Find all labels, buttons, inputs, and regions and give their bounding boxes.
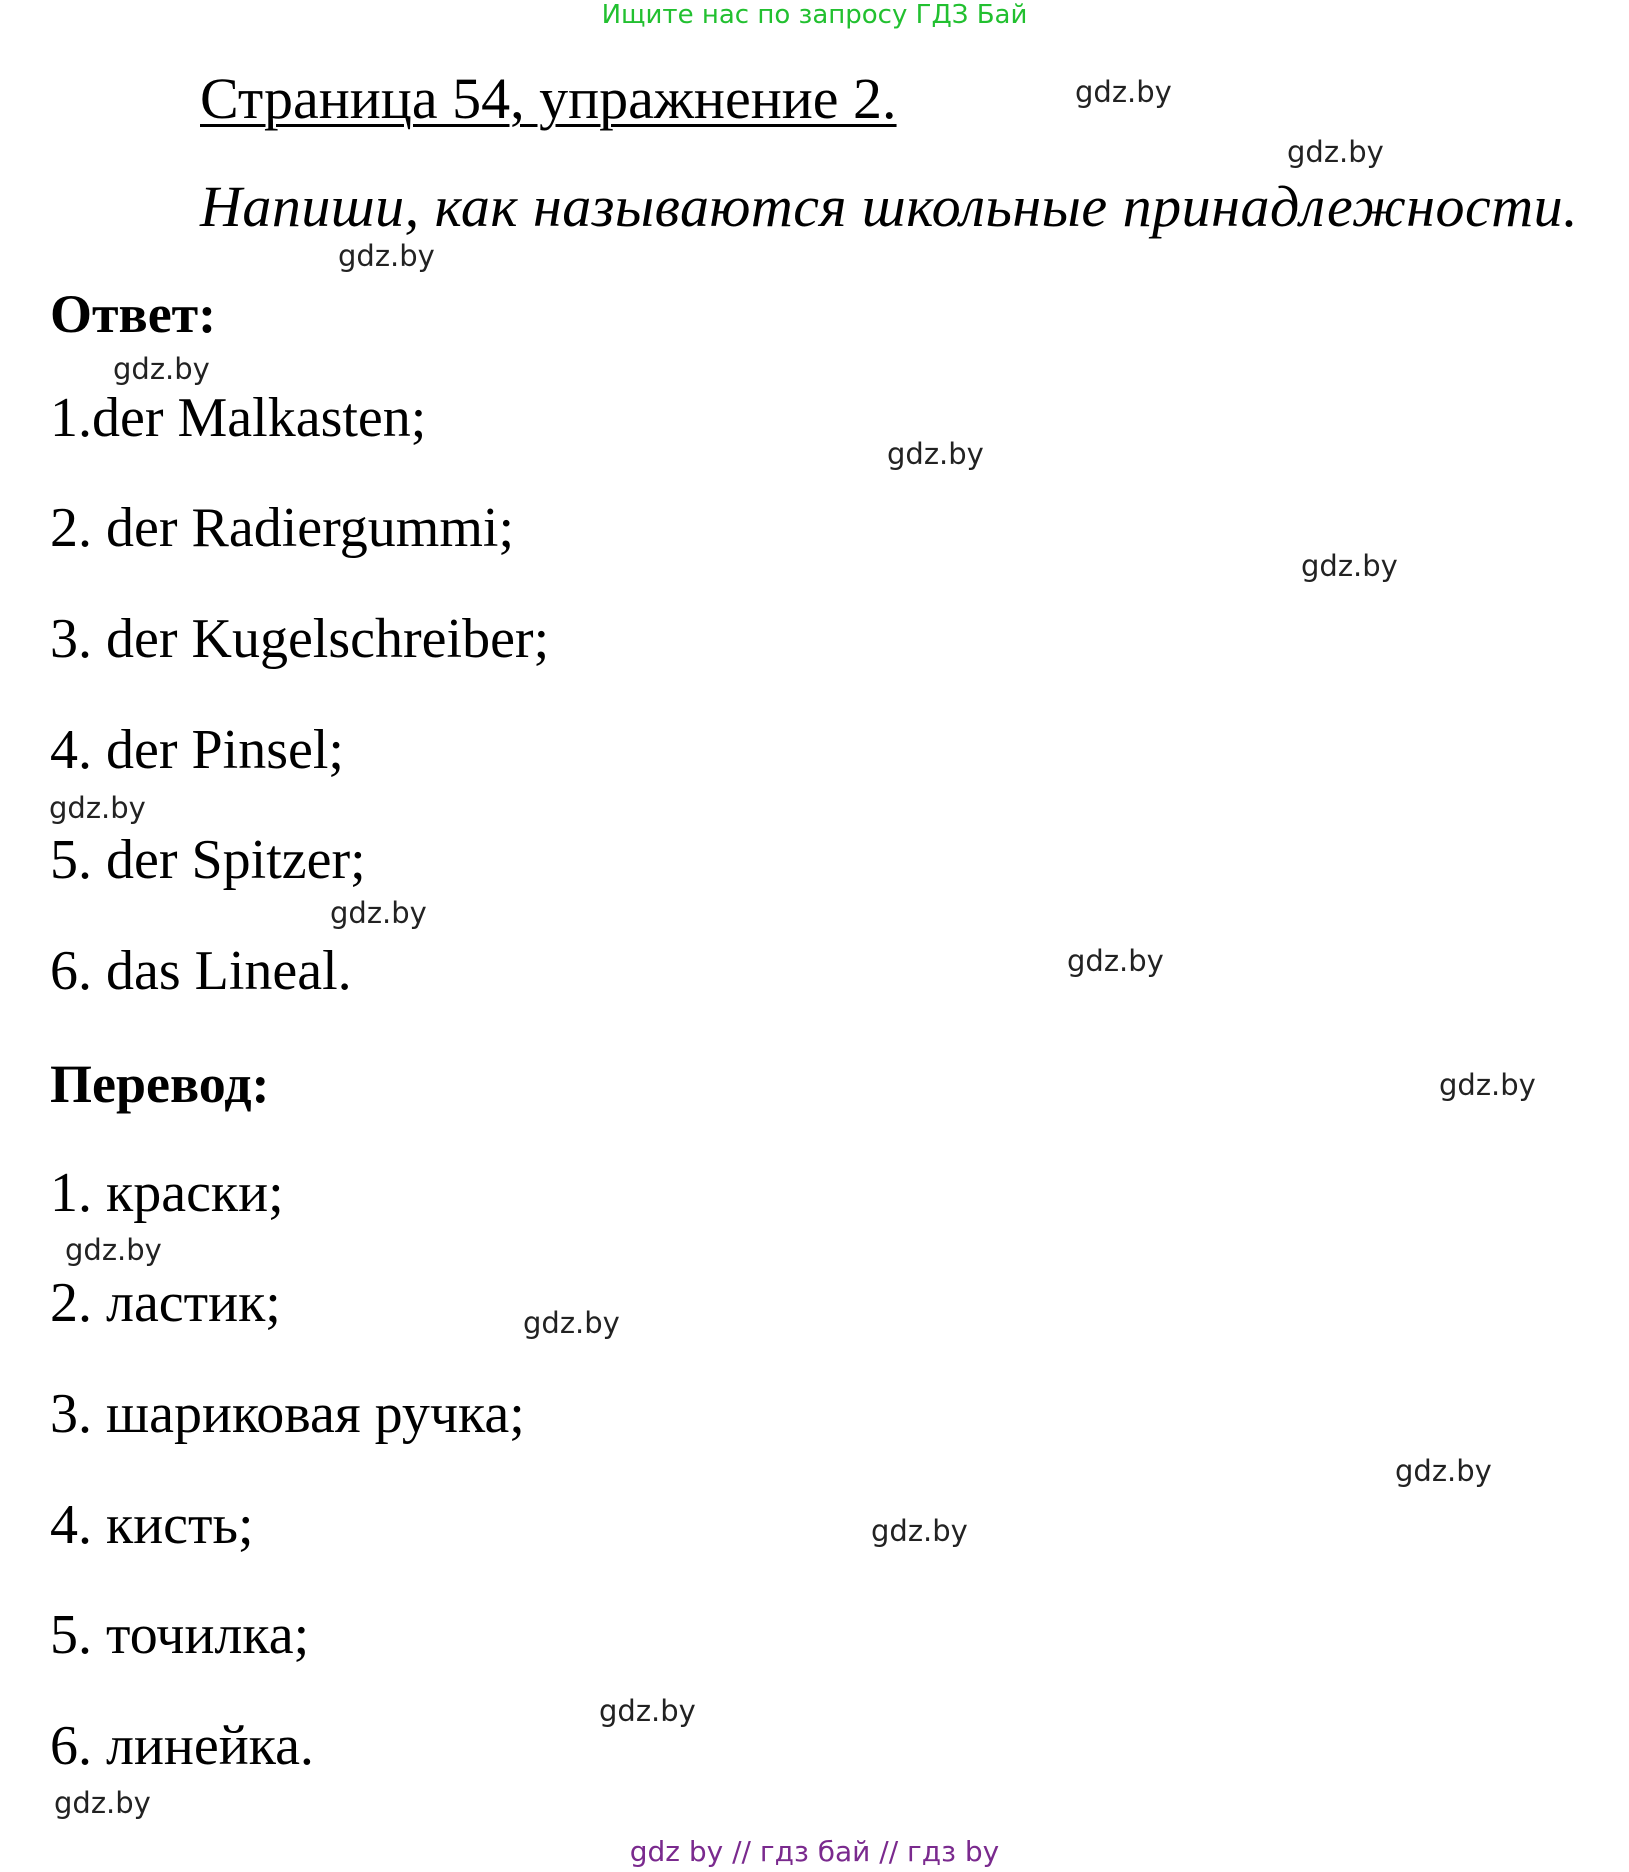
watermark: gdz.by [1287,135,1384,169]
translation-item-6: 6. линейка. [50,1715,314,1777]
watermark: gdz.by [65,1233,162,1267]
translation-item-1: 1. краски; [50,1162,284,1224]
translation-heading: Перевод: [50,1054,270,1114]
answer-item-3: 3. der Kugelschreiber; [50,608,550,670]
translation-item-5: 5. точилка; [50,1604,310,1666]
watermark: gdz.by [1067,944,1164,978]
watermark: gdz.by [49,791,146,825]
watermark: gdz.by [113,352,210,386]
answer-item-5: 5. der Spitzer; [50,829,366,891]
answer-item-2: 2. der Radiergummi; [50,497,514,559]
watermark: gdz.by [1439,1068,1536,1102]
watermark: gdz.by [1395,1454,1492,1488]
answer-item-1: 1.der Malkasten; [50,387,427,449]
watermark: gdz.by [599,1694,696,1728]
translation-item-4: 4. кисть; [50,1494,254,1556]
watermark: gdz.by [871,1514,968,1548]
answer-item-4: 4. der Pinsel; [50,719,344,781]
watermark: gdz.by [887,437,984,471]
translation-item-3: 3. шариковая ручка; [50,1383,525,1445]
watermark: gdz.by [1301,549,1398,583]
translation-item-2: 2. ластик; [50,1272,281,1334]
watermark: gdz.by [54,1786,151,1820]
watermark: gdz.by [330,896,427,930]
exercise-task: Напиши, как называются школьные принадлежности. [200,174,1579,239]
footer: gdz by // гдз бай // гдз by [629,1835,1000,1868]
top-banner: Ищите нас по запросу ГДЗ Бай [601,0,1028,30]
watermark: gdz.by [338,239,435,273]
watermark: gdz.by [523,1306,620,1340]
exercise-title: Страница 54, упражнение 2. [200,66,897,131]
answer-item-6: 6. das Lineal. [50,940,352,1002]
watermark: gdz.by [1075,75,1172,109]
answer-heading: Ответ: [50,284,217,344]
